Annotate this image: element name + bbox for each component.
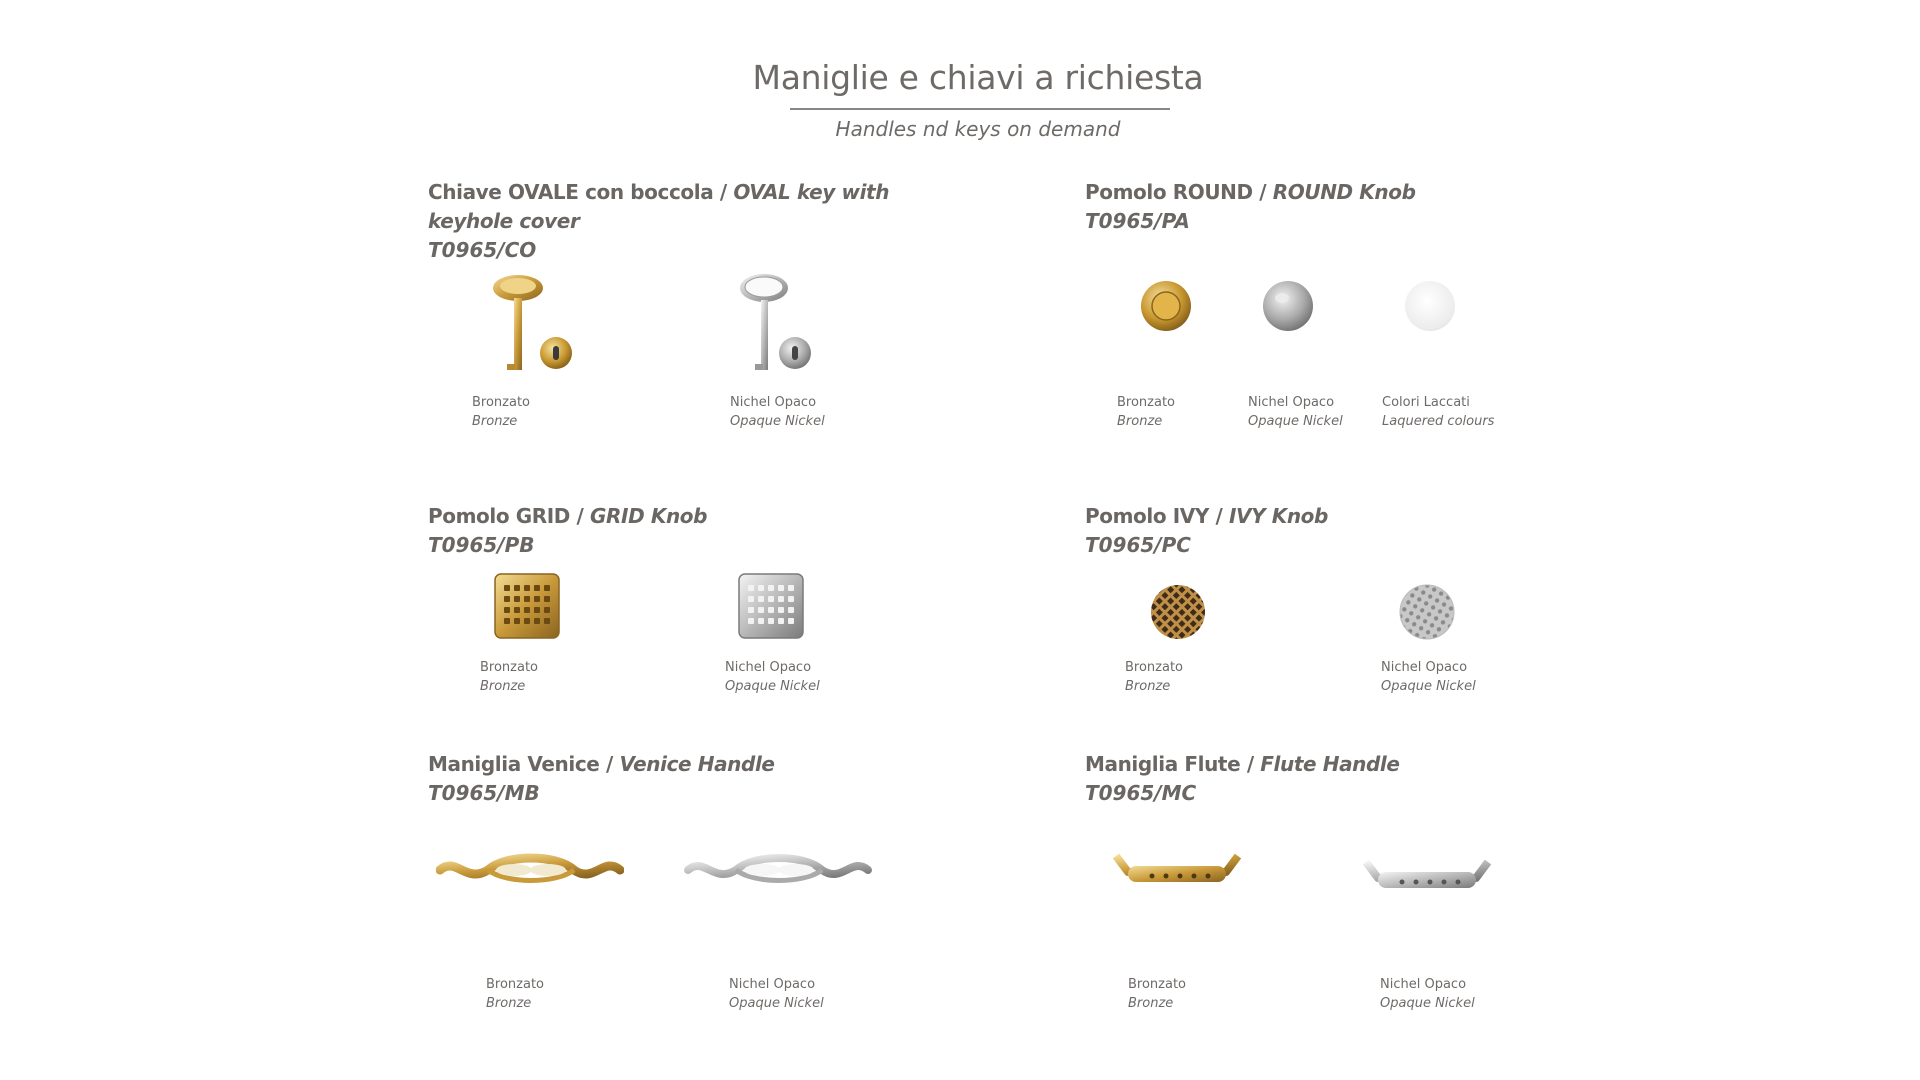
section-code: T0965/MC: [1085, 781, 1197, 805]
section-title: [428, 502, 707, 531]
section-title-en: Flute Handle: [1260, 752, 1400, 776]
round-knob-bronze-icon: [1138, 278, 1194, 334]
section-ivy-knob: [1085, 502, 1328, 560]
item-label-en: Bronze: [480, 679, 526, 694]
item-caption: [1128, 975, 1186, 1013]
flute-handle-bronze-icon: [1110, 850, 1244, 896]
item-label-en: Opaque Nickel: [1381, 679, 1476, 694]
item-label-en: Bronze: [472, 414, 518, 429]
section-title-en: OVAL key with: [733, 180, 890, 204]
section-code: T0965/CO: [428, 238, 537, 262]
section-title-it: Pomolo GRID /: [428, 504, 591, 528]
item-label: Colori Laccati: [1382, 395, 1470, 410]
section-code: T0965/PC: [1085, 533, 1191, 557]
page-subtitle: Handles nd keys on demand: [835, 117, 1121, 141]
section-title: [1085, 178, 1416, 207]
item-label-en: Laquered colours: [1382, 414, 1495, 429]
round-knob-nickel-icon: [1260, 278, 1316, 334]
section-title-en: Venice Handle: [619, 752, 775, 776]
item-label: Bronzato: [1117, 395, 1176, 410]
item-caption: [486, 975, 544, 1013]
item-label-en: Opaque Nickel: [725, 679, 820, 694]
oval-key-bronze-icon: [480, 268, 590, 380]
item-label: Nichel Opaco: [730, 395, 817, 410]
item-caption: [480, 658, 538, 696]
section-venice-handle: [428, 750, 775, 808]
section-title-en-cont: keyhole cover: [428, 209, 580, 233]
section-title-en: IVY Knob: [1228, 504, 1328, 528]
item-caption: [1382, 393, 1494, 431]
section-title-en: GRID Knob: [590, 504, 708, 528]
item-caption: [730, 393, 825, 431]
section-oval-key: [428, 178, 889, 265]
oval-key-nickel-icon: [730, 268, 840, 380]
item-label: Bronzato: [480, 660, 539, 675]
item-caption: [472, 393, 530, 431]
item-label-en: Bronze: [1117, 414, 1163, 429]
item-label-en: Bronze: [1125, 679, 1171, 694]
item-label: Bronzato: [1128, 977, 1187, 992]
section-round-knob: [1085, 178, 1416, 236]
section-title: [1085, 502, 1328, 531]
item-caption: [1248, 393, 1343, 431]
section-title-en: ROUND Knob: [1272, 180, 1416, 204]
page-title: Maniglie e chiavi a richiesta: [752, 58, 1204, 97]
section-title: [428, 178, 889, 207]
item-caption: [1380, 975, 1475, 1013]
item-caption: [1125, 658, 1183, 696]
grid-knob-bronze-icon: [492, 571, 562, 641]
section-title: [1085, 750, 1400, 779]
section-code: T0965/PA: [1085, 209, 1190, 233]
item-label-en: Bronze: [486, 996, 532, 1011]
item-caption: [729, 975, 824, 1013]
section-grid-knob: [428, 502, 707, 560]
item-label: Nichel Opaco: [725, 660, 812, 675]
title-divider: [790, 108, 1170, 110]
item-caption: [1117, 393, 1175, 431]
ivy-knob-nickel-icon: [1397, 582, 1457, 642]
item-label: Bronzato: [1125, 660, 1184, 675]
item-label: Nichel Opaco: [729, 977, 816, 992]
venice-handle-nickel-icon: [684, 848, 872, 892]
item-caption: [1381, 658, 1476, 696]
venice-handle-bronze-icon: [436, 848, 624, 892]
section-flute-handle: [1085, 750, 1400, 808]
section-title-it: Pomolo ROUND /: [1085, 180, 1273, 204]
item-label-en: Opaque Nickel: [730, 414, 825, 429]
section-code: T0965/PB: [428, 533, 535, 557]
item-caption: [725, 658, 820, 696]
section-code: T0965/MB: [428, 781, 540, 805]
section-title-it: Pomolo IVY /: [1085, 504, 1229, 528]
section-title: [428, 750, 775, 779]
ivy-knob-bronze-icon: [1148, 582, 1208, 642]
grid-knob-nickel-icon: [736, 571, 806, 641]
flute-handle-nickel-icon: [1360, 856, 1494, 902]
item-label: Bronzato: [486, 977, 545, 992]
item-label-en: Opaque Nickel: [1248, 414, 1343, 429]
item-label-en: Opaque Nickel: [729, 996, 824, 1011]
round-knob-lacquered-icon: [1402, 278, 1458, 334]
section-title-it: Maniglia Flute /: [1085, 752, 1261, 776]
section-title-it: Maniglia Venice /: [428, 752, 620, 776]
section-title-it: Chiave OVALE con boccola /: [428, 180, 734, 204]
item-label: Nichel Opaco: [1248, 395, 1335, 410]
item-label: Nichel Opaco: [1380, 977, 1467, 992]
item-label: Bronzato: [472, 395, 531, 410]
item-label-en: Bronze: [1128, 996, 1174, 1011]
item-label-en: Opaque Nickel: [1380, 996, 1475, 1011]
item-label: Nichel Opaco: [1381, 660, 1468, 675]
